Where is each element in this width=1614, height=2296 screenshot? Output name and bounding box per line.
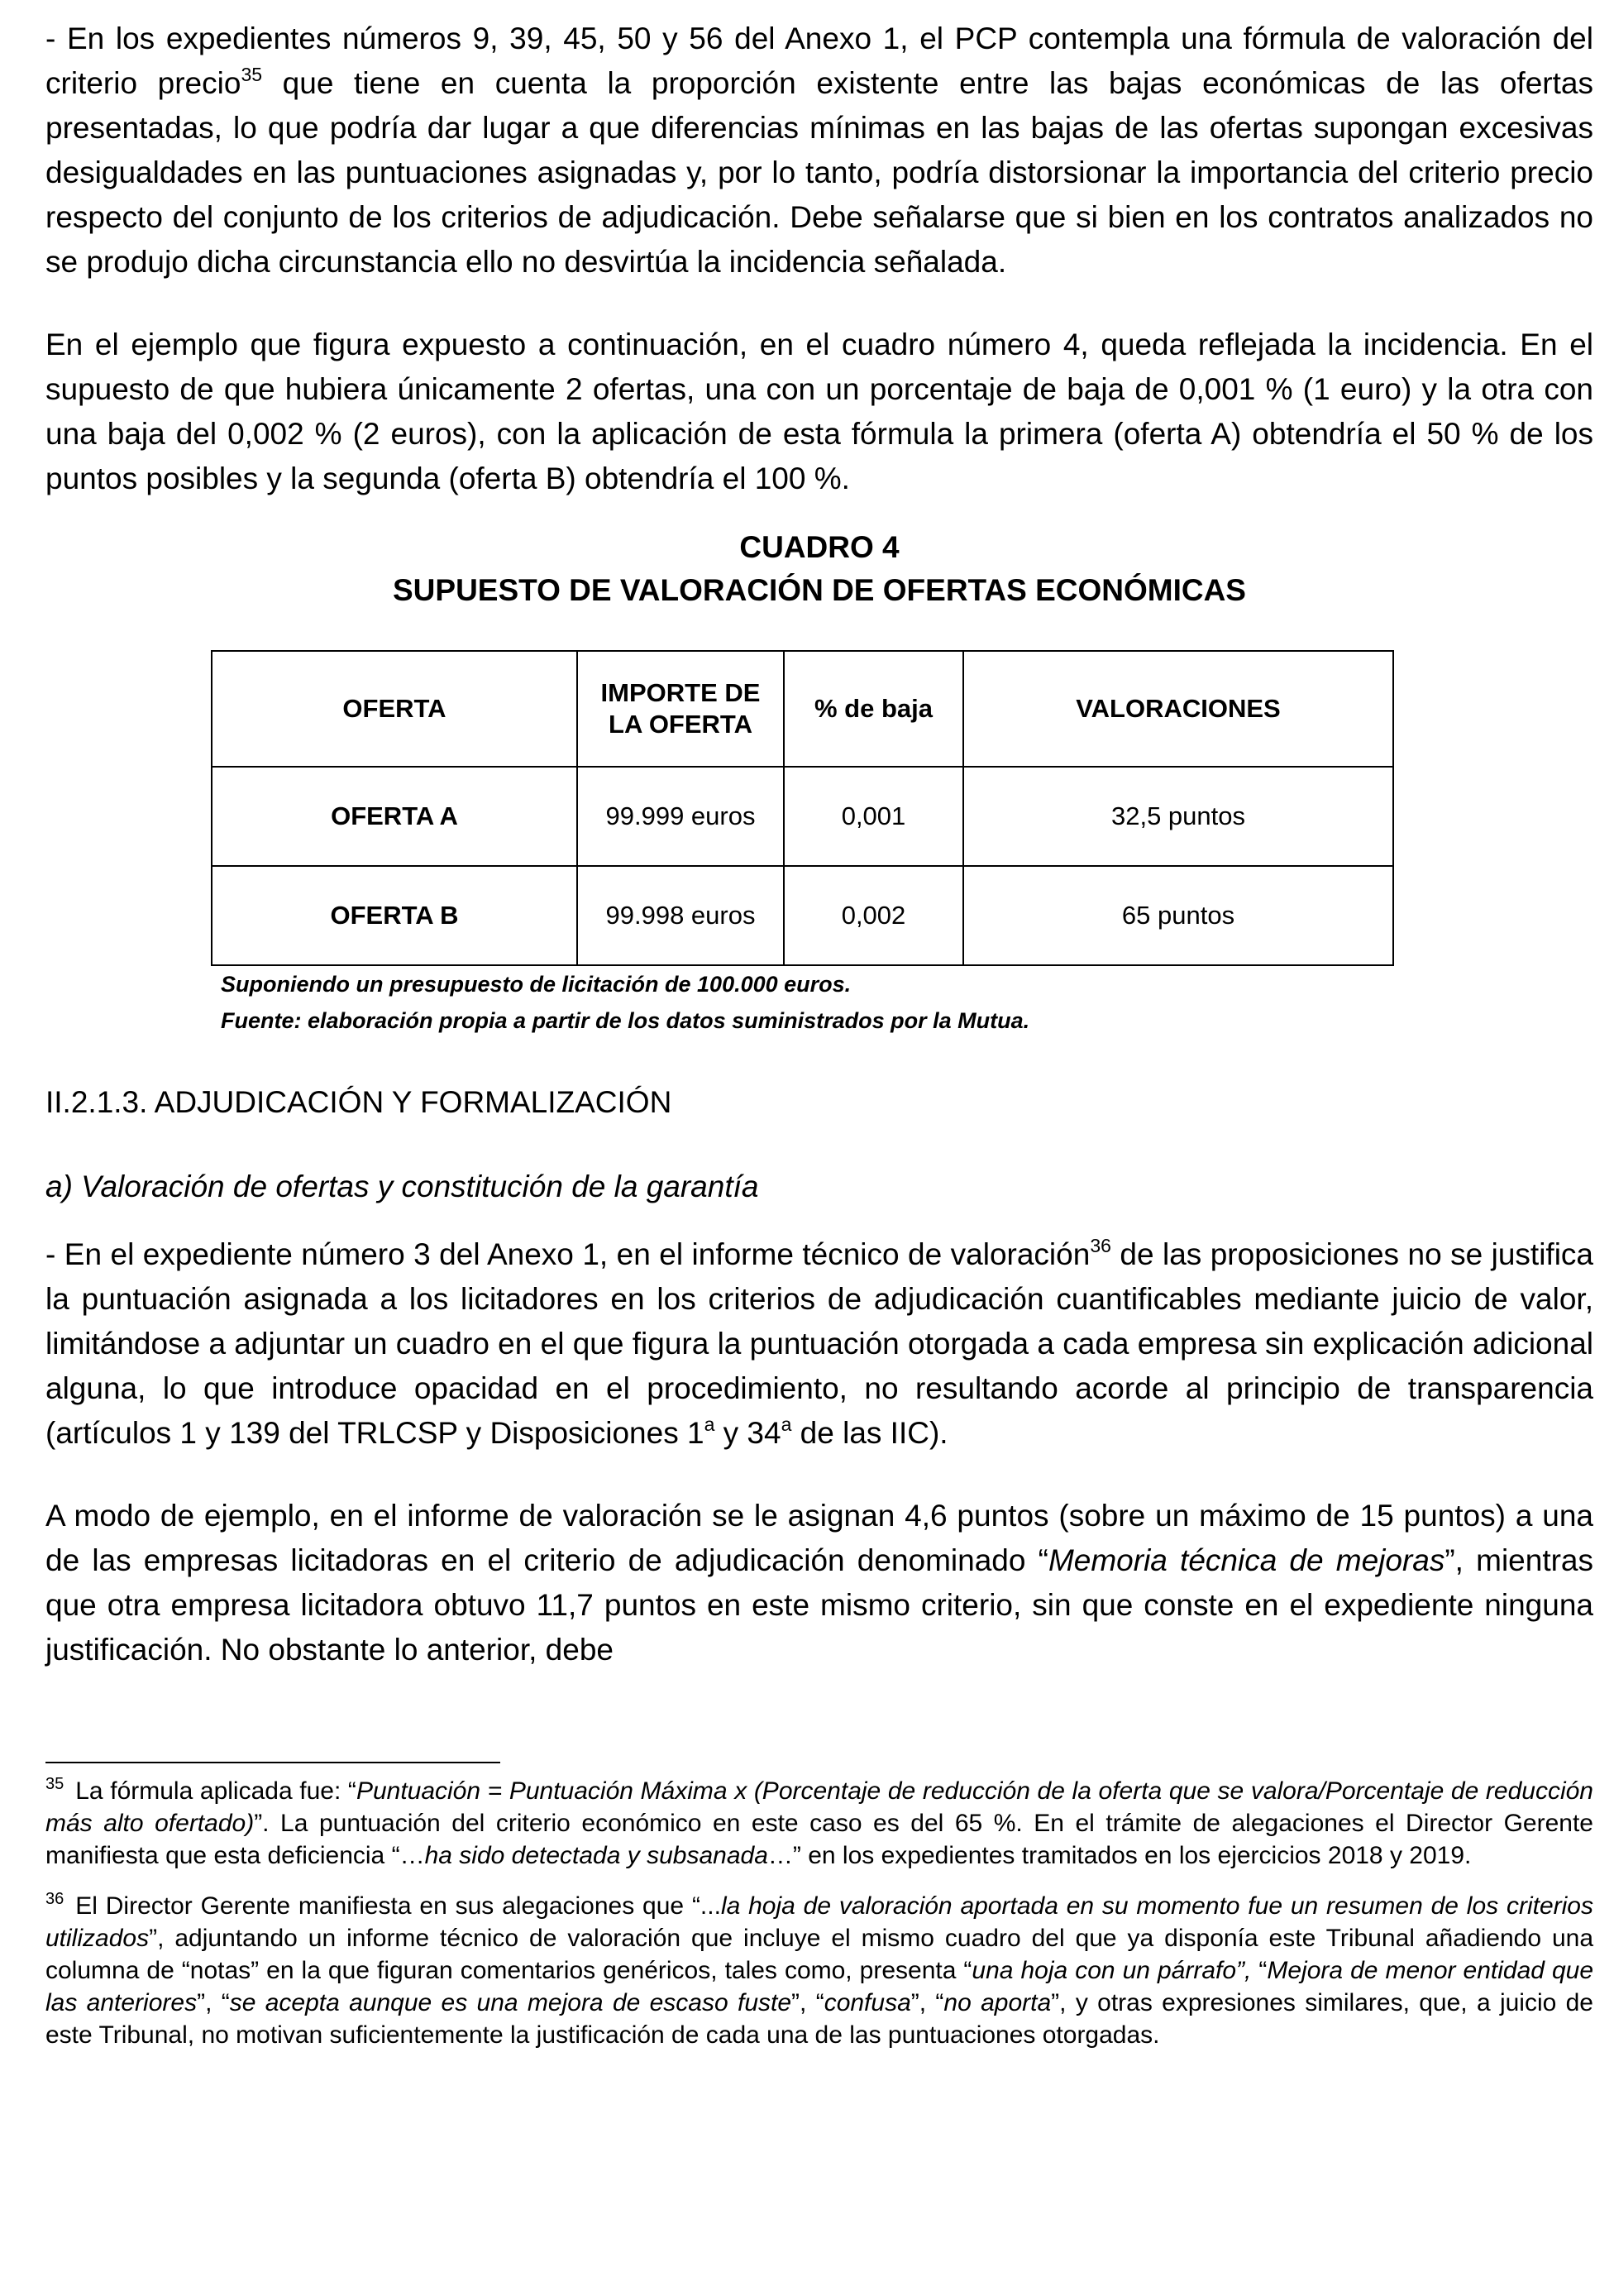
footnote-number: 35 — [45, 1775, 64, 1793]
subsection-heading: a) Valoración de ofertas y constitución de la garantía — [45, 1170, 759, 1203]
paragraph-text: y 34 — [714, 1416, 781, 1450]
header-valoraciones: VALORACIONES — [963, 651, 1393, 767]
offers-valuation-table — [211, 650, 1394, 966]
cell-valoracion: 32,5 puntos — [963, 767, 1393, 866]
footnote-italic: una hoja con un párrafo”, — [972, 1957, 1252, 1984]
table-subtitle: SUPUESTO DE VALORACIÓN DE OFERTAS ECONÓMICAS — [393, 573, 1246, 607]
paragraph-example-scores — [45, 1494, 1593, 1672]
header-importe-line1: IMPORTE DE — [600, 678, 761, 707]
paragraph-text: de las proposiciones no se justifica la puntuación asignada a los licitadores en los criterios de adjudicación cuantificables mediante juicio de valor, limitándose a adjuntar un cuadro en el que figura la puntuación otorgada a cada empresa sin explicación adicional alguna, lo que introduce opacidad en el procedimiento, no resultando acorde al principio de transparencia (artículos 1 y 139 del TRLCSP y Disposiciones 1 — [45, 1237, 1594, 1450]
table-title: CUADRO 4 — [739, 530, 900, 564]
paragraph-price-formula — [45, 17, 1593, 285]
footnote-italic: Puntuación = Puntuación Máxima x (Porcentaje de reducción de la oferta que se valora/Porcentaje de reducción más alto ofertado) — [45, 1777, 1593, 1837]
paragraph-text: - En los expedientes números 9, 39, 45, 50 y 56 del Anexo 1, el PCP contempla una fórmula de valoración del criterio precio — [45, 22, 1593, 100]
ordinal-indicator: a — [781, 1413, 792, 1435]
footnote-text: ”, y otras expresiones similares, que, a juicio de este Tribunal, no motivan suficientemente la justificación de cada una de las puntuaciones otorgadas. — [45, 1989, 1593, 2049]
footnote-italic: la hoja de valoración aportada en su momento fue un resumen de los criterios utilizados — [45, 1892, 1593, 1952]
footnote-italic: no aporta — [943, 1989, 1052, 2016]
table-row — [212, 767, 1393, 866]
cell-baja: 0,001 — [784, 767, 963, 866]
footnote-text: ”. La puntuación del criterio económico en este caso es del 65 %. En el trámite de alegaciones el Director Gerente manifiesta que esta deficiencia “… — [45, 1810, 1593, 1869]
cell-baja: 0,002 — [784, 866, 963, 965]
paragraph-text: A modo de ejemplo, en el informe de valoración se le asignan 4,6 puntos (sobre un máximo de 15 puntos) a una de las empresas licitadoras en el criterio de adjudicación denominado “ — [45, 1499, 1593, 1577]
header-importe-line2: LA OFERTA — [609, 710, 752, 739]
footnote-text: “ — [1251, 1957, 1268, 1984]
table-note-source: Fuente: elaboración propia a partir de los datos suministrados por la Mutua. — [221, 1008, 1030, 1033]
footnote-italic: Mejora de menor entidad que las anteriores — [45, 1957, 1594, 2016]
footnote-text: …” en los expedientes tramitados en los ejercicios 2018 y 2019. — [767, 1842, 1472, 1869]
paragraph-example: En el ejemplo que figura expuesto a continuación, en el cuadro número 4, queda reflejada la incidencia. En el supuesto de que hubiera únicamente 2 ofertas, una con un porcentaje de baja de 0,001 % (1 euro) y la otra con una baja del 0,002 % (2 euros), con la aplicación de esta fórmula la primera (oferta A) obtendría el 50 % de los puntos posibles y la segunda (oferta B) obtendría el 100 %. — [45, 328, 1593, 495]
footnote-text: ”, “ — [197, 1989, 230, 2016]
ordinal-indicator: a — [704, 1413, 715, 1435]
cell-oferta: OFERTA A — [212, 767, 577, 866]
footnote-text: ”, adjuntando un informe técnico de valoración que incluye el mismo cuadro del que ya disponía este Tribunal añadiendo una columna de “notas” en la que figuran comentarios genéricos, tales como, presenta “ — [45, 1925, 1593, 1984]
paragraph-italic-text: Memoria técnica de mejoras — [1048, 1543, 1445, 1577]
footnote-italic: confusa — [824, 1989, 911, 2016]
paragraph-text: que tiene en cuenta la proporción existente entre las bajas económicas de las ofertas presentadas, lo que podría dar lugar a que diferencias mínimas en las bajas de las ofertas supongan excesivas desigualdades en las puntuaciones asignadas y, por lo tanto, podría distorsionar la importancia del criterio precio respecto del conjunto de los criterios de adjudicación. Debe señalarse que si bien en los contratos analizados no se produjo dicha circunstancia ello no desvirtúa la incidencia señalada. — [45, 66, 1593, 279]
cell-importe: 99.999 euros — [577, 767, 784, 866]
table-row — [212, 866, 1393, 965]
footnote-italic: ha sido detectada y subsanada — [424, 1842, 768, 1869]
document-page — [45, 17, 1593, 2051]
cell-valoracion: 65 puntos — [963, 866, 1393, 965]
table-header-row — [212, 651, 1393, 767]
footnote-italic: se acepta aunque es una mejora de escaso fuste — [229, 1989, 792, 2016]
cell-oferta: OFERTA B — [212, 866, 577, 965]
footnote-text: El Director Gerente manifiesta en sus alegaciones que “... — [75, 1892, 721, 1920]
header-baja: % de baja — [784, 651, 963, 767]
footnote-36 — [45, 1890, 1593, 2051]
footnote-text: ”, “ — [910, 1989, 944, 2016]
footnote-ref-35[interactable]: 35 — [241, 64, 263, 85]
cell-importe: 99.998 euros — [577, 866, 784, 965]
header-importe — [577, 651, 784, 767]
footnote-text: La fórmula aplicada fue: “ — [75, 1777, 356, 1805]
header-oferta: OFERTA — [212, 651, 577, 767]
footnote-number: 36 — [45, 1890, 64, 1908]
footnote-35 — [45, 1775, 1593, 1872]
paragraph-text: de las IIC). — [791, 1416, 948, 1450]
footnote-ref-36[interactable]: 36 — [1090, 1235, 1111, 1256]
paragraph-text: ”, mientras que otra empresa licitadora obtuvo 11,7 puntos en este mismo criterio, sin que conste en el expediente ninguna justificación. No obstante lo anterior, debe — [45, 1543, 1594, 1667]
footnote-text: ”, “ — [791, 1989, 824, 2016]
section-heading: II.2.1.3. ADJUDICACIÓN Y FORMALIZACIÓN — [45, 1085, 672, 1119]
paragraph-expediente-3 — [45, 1232, 1593, 1456]
table-note-budget: Suponiendo un presupuesto de licitación de 100.000 euros. — [221, 972, 852, 997]
paragraph-text: - En el expediente número 3 del Anexo 1, en el informe técnico de valoración — [45, 1237, 1091, 1271]
